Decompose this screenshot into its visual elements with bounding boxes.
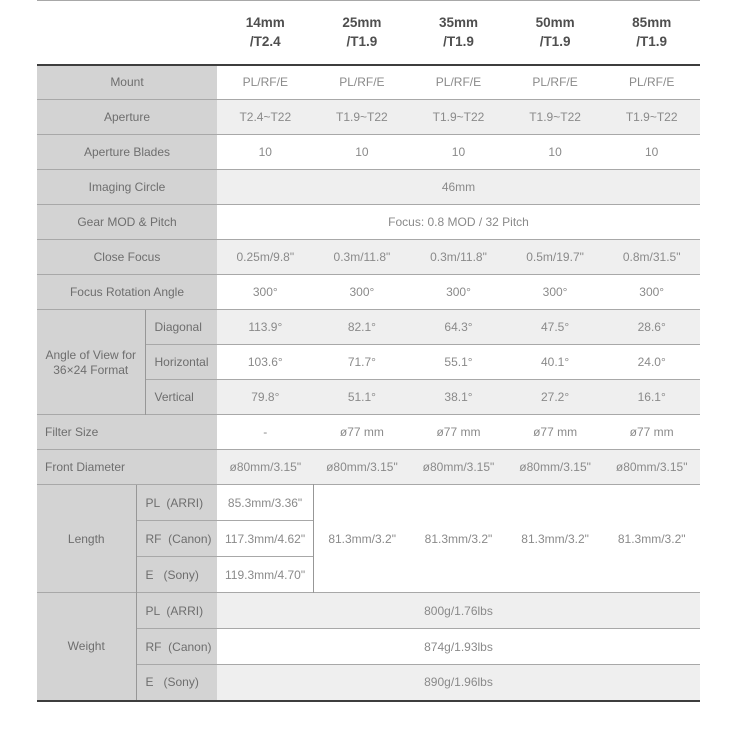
table-row-aov-diagonal (37, 310, 700, 345)
spec-value-cell: 300° (603, 275, 700, 310)
spec-value-cell: 10 (603, 135, 700, 170)
lens-spec-table (37, 0, 700, 702)
row-label: Aperture Blades (37, 135, 217, 170)
spec-value-cell: ø80mm/3.15" (603, 450, 700, 485)
column-focal-length: 35mm (438, 14, 478, 30)
table-corner-empty (37, 1, 217, 65)
spec-value-cell: 10 (507, 135, 604, 170)
row-label: Mount (37, 65, 217, 100)
spec-value-cell: 0.5m/19.7" (507, 240, 604, 275)
column-focal-length: 25mm (342, 14, 382, 30)
spec-value-cell: ø80mm/3.15" (507, 450, 604, 485)
spec-value-cell: 28.6° (603, 310, 700, 345)
row-label: Focus Rotation Angle (37, 275, 217, 310)
spec-value-cell: 300° (314, 275, 411, 310)
table-row-filter-size (37, 415, 700, 450)
spec-value-cell-span: 874g/1.93lbs (217, 629, 700, 665)
spec-value-cell: 119.3mm/4.70" (217, 557, 314, 593)
spec-value-cell: PL/RF/E (507, 65, 604, 100)
table-row-front-diameter (37, 450, 700, 485)
spec-value-cell-span: 800g/1.76lbs (217, 593, 700, 629)
spec-value-cell: T1.9~T22 (507, 100, 604, 135)
spec-value-cell: 27.2° (507, 380, 604, 415)
spec-value-cell: T1.9~T22 (314, 100, 411, 135)
row-sublabel: PL (ARRI) (136, 593, 217, 629)
spec-value-cell: 113.9° (217, 310, 314, 345)
column-header (603, 1, 700, 65)
table-row-weight-pl (37, 593, 700, 629)
table-header-row (37, 1, 700, 65)
column-header (314, 1, 411, 65)
table-row-close-focus (37, 240, 700, 275)
row-label: Imaging Circle (37, 170, 217, 205)
row-label: Gear MOD & Pitch (37, 205, 217, 240)
spec-value-cell: 0.3m/11.8" (314, 240, 411, 275)
spec-value-cell-merged: 81.3mm/3.2" (507, 485, 604, 593)
row-label: Close Focus (37, 240, 217, 275)
spec-value-cell: ø80mm/3.15" (410, 450, 507, 485)
row-sublabel: Diagonal (145, 310, 217, 345)
spec-value-cell: ø77 mm (603, 415, 700, 450)
spec-value-cell: 40.1° (507, 345, 604, 380)
table-row-length-pl (37, 485, 700, 521)
column-focal-length: 50mm (535, 14, 575, 30)
row-sublabel: Vertical (145, 380, 217, 415)
spec-value-cell: 47.5° (507, 310, 604, 345)
row-label-line1: Angle of View for (45, 347, 136, 362)
spec-value-cell: - (217, 415, 314, 450)
column-focal-length: 85mm (632, 14, 672, 30)
spec-value-cell: 300° (507, 275, 604, 310)
spec-value-cell-span: 890g/1.96lbs (217, 665, 700, 701)
spec-value-cell: 82.1° (314, 310, 411, 345)
table-row-imaging-circle (37, 170, 700, 205)
row-sublabel: E (Sony) (136, 665, 217, 701)
spec-value-cell: 51.1° (314, 380, 411, 415)
row-label-angle-of-view (37, 310, 145, 415)
table-row-weight-e (37, 665, 700, 701)
spec-value-cell: ø77 mm (410, 415, 507, 450)
row-label-weight: Weight (37, 593, 136, 701)
column-tstop: /T1.9 (539, 34, 571, 50)
spec-value-cell: PL/RF/E (217, 65, 314, 100)
spec-value-cell: PL/RF/E (410, 65, 507, 100)
row-label-length: Length (37, 485, 136, 593)
column-header (507, 1, 604, 65)
spec-value-cell-merged: 81.3mm/3.2" (603, 485, 700, 593)
spec-value-cell-span: Focus: 0.8 MOD / 32 Pitch (217, 205, 700, 240)
table-row-aperture-blades (37, 135, 700, 170)
row-label: Filter Size (37, 415, 217, 450)
spec-value-cell: PL/RF/E (603, 65, 700, 100)
spec-value-cell: 10 (314, 135, 411, 170)
column-tstop: /T2.4 (249, 34, 281, 50)
column-header (217, 1, 314, 65)
spec-value-cell: 71.7° (314, 345, 411, 380)
table-row-gear-mod-pitch (37, 205, 700, 240)
spec-value-cell: 300° (217, 275, 314, 310)
spec-value-cell: ø80mm/3.15" (314, 450, 411, 485)
spec-value-cell-span: 46mm (217, 170, 700, 205)
spec-value-cell: 0.25m/9.8" (217, 240, 314, 275)
row-label-line2: 36×24 Format (53, 362, 129, 377)
spec-value-cell: ø80mm/3.15" (217, 450, 314, 485)
spec-value-cell: 16.1° (603, 380, 700, 415)
spec-value-cell: ø77 mm (314, 415, 411, 450)
table-row-mount (37, 65, 700, 100)
column-tstop: /T1.9 (636, 34, 668, 50)
spec-value-cell: 38.1° (410, 380, 507, 415)
spec-value-cell: 117.3mm/4.62" (217, 521, 314, 557)
spec-value-cell: ø77 mm (507, 415, 604, 450)
row-sublabel: Horizontal (145, 345, 217, 380)
spec-value-cell: 300° (410, 275, 507, 310)
row-label: Front Diameter (37, 450, 217, 485)
spec-value-cell: 0.3m/11.8" (410, 240, 507, 275)
row-label: Aperture (37, 100, 217, 135)
spec-value-cell: PL/RF/E (314, 65, 411, 100)
row-sublabel: RF (Canon) (136, 521, 217, 557)
spec-value-cell: 10 (217, 135, 314, 170)
spec-value-cell: 24.0° (603, 345, 700, 380)
row-sublabel: PL (ARRI) (136, 485, 217, 521)
spec-value-cell: 103.6° (217, 345, 314, 380)
spec-value-cell-merged: 81.3mm/3.2" (410, 485, 507, 593)
spec-value-cell: 79.8° (217, 380, 314, 415)
spec-value-cell: T1.9~T22 (603, 100, 700, 135)
column-focal-length: 14mm (245, 14, 285, 30)
row-sublabel: E (Sony) (136, 557, 217, 593)
spec-value-cell: 10 (410, 135, 507, 170)
table-row-aperture (37, 100, 700, 135)
column-tstop: /T1.9 (443, 34, 474, 50)
spec-value-cell: 64.3° (410, 310, 507, 345)
column-header (410, 1, 507, 65)
spec-value-cell: 55.1° (410, 345, 507, 380)
spec-value-cell-merged: 81.3mm/3.2" (314, 485, 411, 593)
spec-value-cell: T1.9~T22 (410, 100, 507, 135)
row-sublabel: RF (Canon) (136, 629, 217, 665)
spec-value-cell: 0.8m/31.5" (603, 240, 700, 275)
table-row-focus-rotation-angle (37, 275, 700, 310)
table-row-weight-rf (37, 629, 700, 665)
spec-value-cell: T2.4~T22 (217, 100, 314, 135)
spec-value-cell: 85.3mm/3.36" (217, 485, 314, 521)
column-tstop: /T1.9 (346, 34, 378, 50)
